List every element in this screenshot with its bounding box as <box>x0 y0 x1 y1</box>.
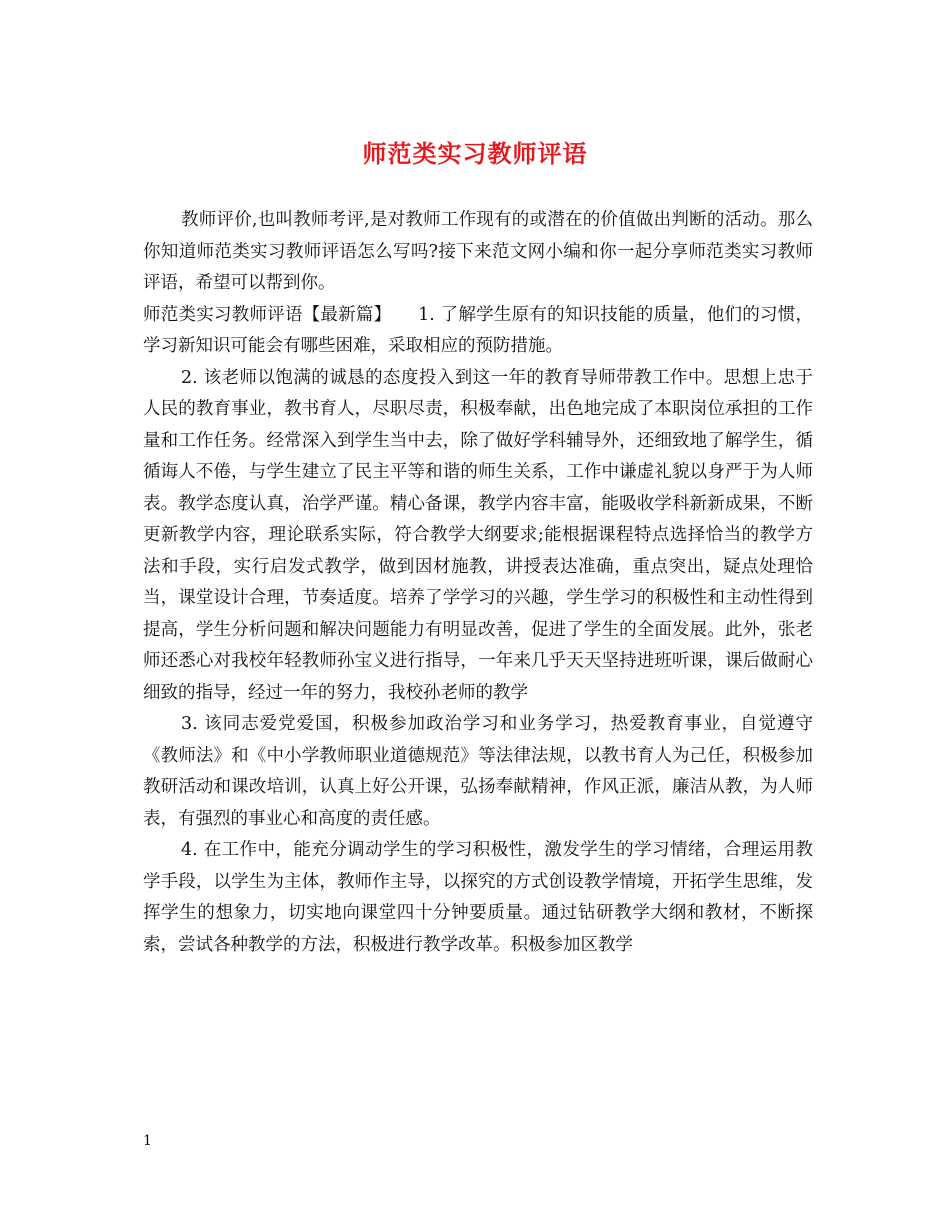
page-number: 1 <box>143 1133 152 1149</box>
document-title: 师范类实习教师评语 <box>362 139 588 168</box>
document-body <box>143 205 813 961</box>
comment-paragraph-4: 4. 在工作中，能充分调动学生的学习积极性，激发学生的学习情绪，合理运用教学手段，以学生为主体，教师作主导，以探究的方式创设教学情境，开拓学生思维，发挥学生的想象力，切实地向课堂四十分钟要质量。通过钻研教学大纲和教材，不断探索，尝试各种教学的方法，积极进行教学改革。积极参加区教学 <box>143 840 813 955</box>
comment-paragraph-2: 2. 该老师以饱满的诚恳的态度投入到这一年的教育导师带教工作中。思想上忠于人民的教育事业，教书育人，尽职尽责，积极奉献，出色地完成了本职岗位承担的工作量和工作任务。经常深入到学生当中去，除了做好学科辅导外，还细致地了解学生，循循诲人不倦，与学生建立了民主平等和谐的师生关系，工作中谦虚礼貌以身严于为人师表。教学态度认真，治学严谨。精心备课，教学内容丰富，能吸收学科新新成果，不断更新教学内容，理论联系实际，符合教学大纲要求;能根据课程特点选择恰当的教学方法和手段，实行启发式教学，做到因材施教，讲授表达准确，重点突出，疑点处理恰当，课堂设计合理，节奏适度。培养了学学习的兴趣，学生学习的积极性和主动性得到提高，学生分析问题和解决问题能力有明显改善，促进了学生的全面发展。此外，张老师还悉心对我校年轻教师孙宝义进行指导，一年来几乎天天坚持进班听课，课后做耐心细致的指导，经过一年的努力，我校孙老师的教学 <box>143 367 813 703</box>
section-heading-paragraph: 师范类实习教师评语【最新篇】 1. 了解学生原有的知识技能的质量，他们的习惯，学习新知识可能会有哪些困难，采取相应的预防措施。 <box>143 304 813 356</box>
intro-paragraph: 教师评价,也叫教师考评,是对教师工作现有的或潜在的价值做出判断的活动。那么你知道师范类实习教师评语怎么写吗?接下来范文网小编和你一起分享师范类实习教师评语，希望可以帮到你。 <box>143 210 813 293</box>
comment-paragraph-3: 3. 该同志爱党爱国，积极参加政治学习和业务学习，热爱教育事业，自觉遵守《教师法》和《中小学教师职业道德规范》等法律法规，以教书育人为己任，积极参加教研活动和课改培训，认真上好公开课，弘扬奉献精神，作风正派，廉洁从教，为人师表，有强烈的事业心和高度的责任感。 <box>143 714 813 829</box>
